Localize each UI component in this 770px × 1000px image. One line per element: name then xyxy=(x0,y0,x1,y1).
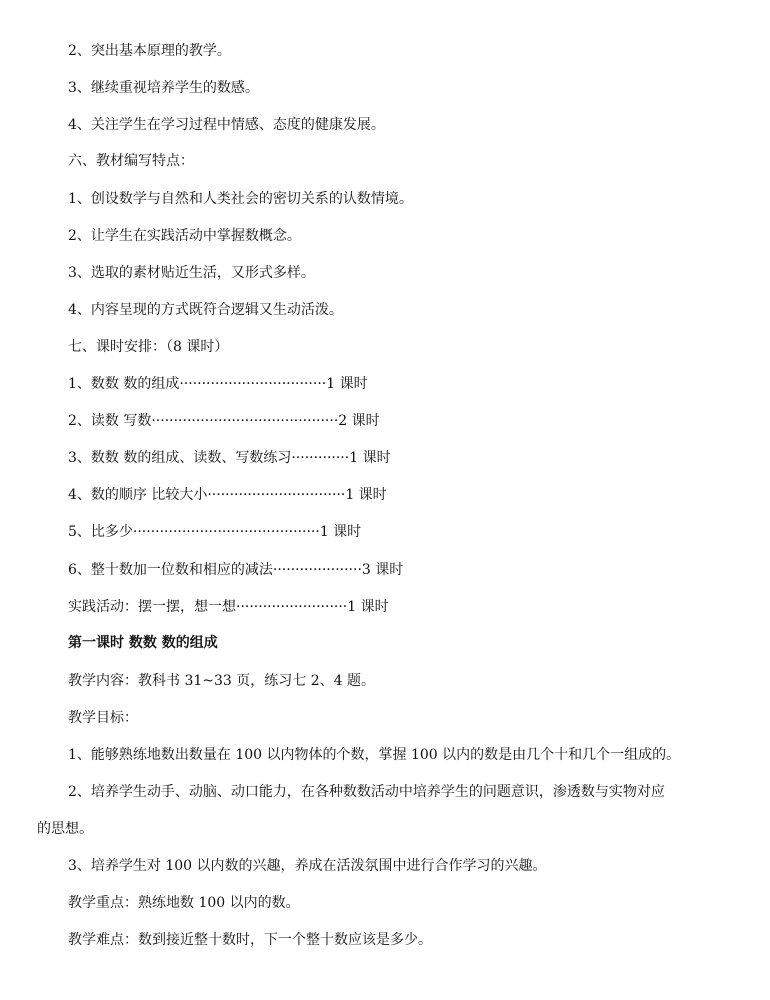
text-line: 2、培养学生动手、动脑、动口能力，在各种数数活动中培养学生的问题意识，渗透数与实物对应 xyxy=(68,784,665,800)
text-line: 教学难点：数到接近整十数时，下一个整十数应该是多少。 xyxy=(68,932,432,948)
schedule-line: 2、读数 写数··········································2 课时 xyxy=(68,413,380,429)
text-line: 教学内容：教科书 31~33 页，练习七 2、4 题。 xyxy=(68,673,375,689)
section-heading: 七、课时安排：（8 课时） xyxy=(68,339,229,355)
text-line: 3、选取的素材贴近生活，又形式多样。 xyxy=(68,265,315,281)
section-heading: 六、教材编写特点： xyxy=(68,153,194,169)
text-line: 3、继续重视培养学生的数感。 xyxy=(68,80,259,96)
text-line: 4、关注学生在学习过程中情感、态度的健康发展。 xyxy=(68,117,385,133)
text-line: 2、突出基本原理的教学。 xyxy=(68,43,231,59)
text-line: 1、能够熟练地数出数量在 100 以内物体的个数，掌握 100 以内的数是由几个十和几个一组成的。 xyxy=(68,747,681,763)
schedule-line: 实践活动：摆一摆，想一想·························1 课时 xyxy=(68,599,389,615)
schedule-line: 4、数的顺序 比较大小·······························1 课时 xyxy=(68,487,387,503)
schedule-line: 6、整十数加一位数和相应的减法····················3 课时 xyxy=(68,562,404,578)
text-line: 教学目标： xyxy=(68,710,138,726)
schedule-line: 5、比多少··········································1 课时 xyxy=(68,524,362,540)
schedule-line: 3、数数 数的组成、读数、写数练习·············1 课时 xyxy=(68,450,391,466)
text-line: 1、创设数学与自然和人类社会的密切关系的认数情境。 xyxy=(68,191,413,207)
schedule-line: 1、数数 数的组成·································1 课时 xyxy=(68,376,368,392)
text-line: 的思想。 xyxy=(37,821,93,837)
lesson-title: 第一课时 数数 数的组成 xyxy=(68,635,218,651)
text-line: 2、让学生在实践活动中掌握数概念。 xyxy=(68,228,301,244)
text-line: 3、培养学生对 100 以内数的兴趣，养成在活泼氛围中进行合作学习的兴趣。 xyxy=(68,858,547,874)
text-line: 教学重点：熟练地数 100 以内的数。 xyxy=(68,895,300,911)
text-line: 4、内容呈现的方式既符合逻辑又生动活泼。 xyxy=(68,302,343,318)
